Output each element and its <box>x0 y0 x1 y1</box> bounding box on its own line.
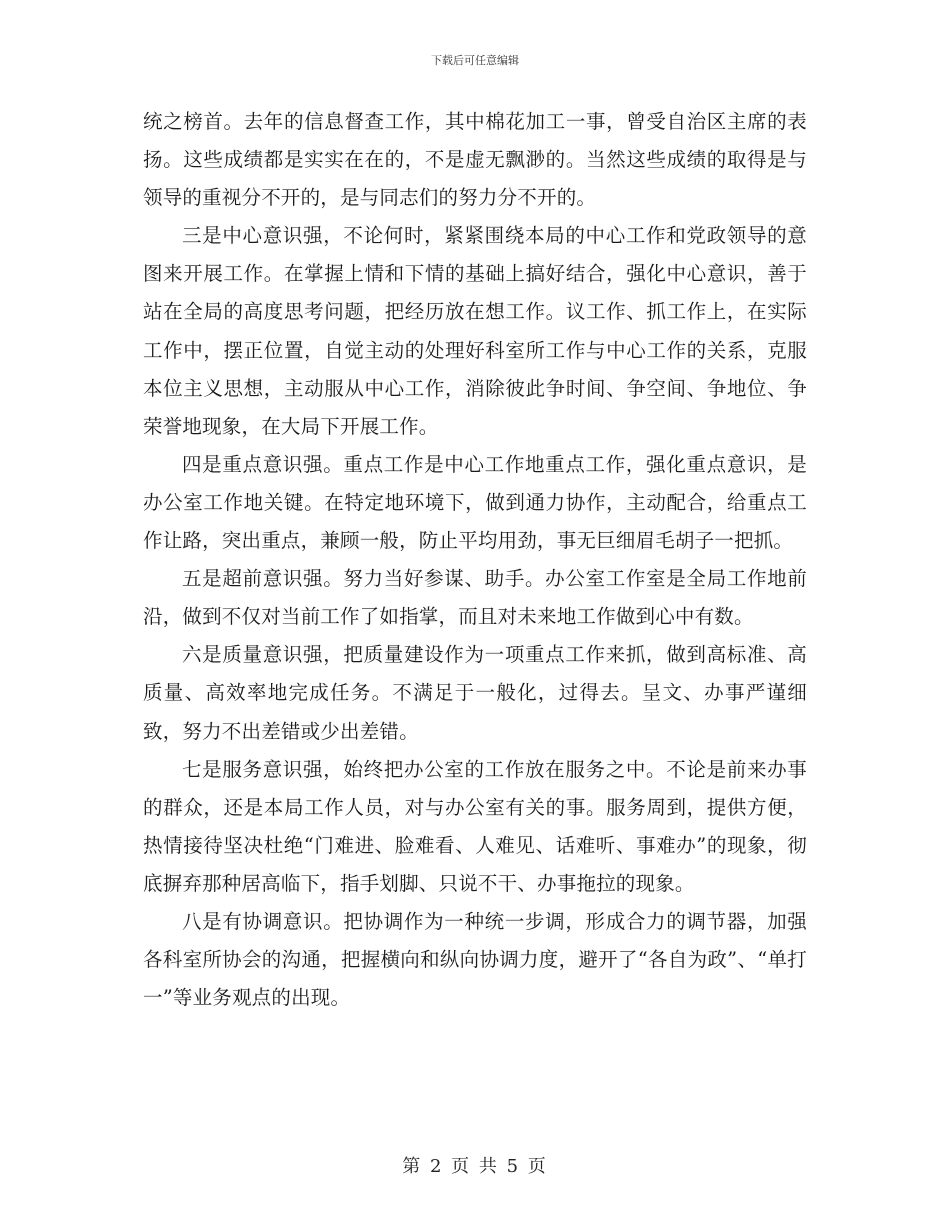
footer-current-page: 2 <box>429 1156 444 1177</box>
document-body <box>143 103 807 1017</box>
footer-prefix: 第 <box>402 1156 423 1177</box>
paragraph-1: 统之榜首。去年的信息督查工作，其中棉花加工一事，曾受自治区主席的表扬。这些成绩都是实实在在的，不是虚无飘渺的。当然这些成绩的取得是与领导的重视分不开的，是与同志们的努力分不开的。 <box>143 110 807 210</box>
page-header: 下载后可任意编辑 <box>431 54 519 67</box>
paragraph-5: 六是质量意识强，把质量建设作为一项重点工作来抓，做到高标准、高质量、高效率地完成任务。不满足于一般化，过得去。呈文、办事严谨细致，努力不出差错或少出差错。 <box>143 643 807 743</box>
paragraph-6: 七是服务意识强，始终把办公室的工作放在服务之中。不论是前来办事的群众，还是本局工作人员，对与办公室有关的事。服务周到，提供方便，热情接待坚决杜绝“门难进、脸难看、人难见、话难听、事难办”的现象，彻底摒弃那种居高临下，指手划脚、只说不干、办事拖拉的现象。 <box>143 757 807 895</box>
footer-total-pages: 5 <box>506 1156 521 1177</box>
page-footer <box>0 1152 950 1178</box>
paragraph-4: 五是超前意识强。努力当好参谋、助手。办公室工作室是全局工作地前沿，做到不仅对当前工作了如指掌，而且对未来地工作做到心中有数。 <box>143 567 807 629</box>
paragraph-7: 八是有协调意识。把协调作为一种统一步调，形成合力的调节器，加强各科室所协会的沟通，把握横向和纵向协调力度，避开了“各自为政”、“单打一”等业务观点的出现。 <box>143 909 807 1010</box>
paragraph-3: 四是重点意识强。重点工作是中心工作地重点工作，强化重点意识，是办公室工作地关键。在特定地环境下，做到通力协作，主动配合，给重点工作让路，突出重点，兼顾一般，防止平均用劲，事无巨细眉毛胡子一把抓。 <box>143 452 807 553</box>
footer-suffix: 页 <box>527 1156 548 1177</box>
footer-middle: 页 共 <box>451 1156 499 1177</box>
paragraph-2: 三是中心意识强，不论何时，紧紧围绕本局的中心工作和党政领导的意图来开展工作。在掌握上情和下情的基础上搞好结合，强化中心意识，善于站在全局的高度思考问题，把经历放在想工作。议工作、抓工作上，在实际工作中，摆正位置，自觉主动的处理好科室所工作与中心工作的关系，克服本位主义思想，主动服从中心工作，消除彼此争时间、争空间、争地位、争荣誉地现象，在大局下开展工作。 <box>143 224 807 438</box>
